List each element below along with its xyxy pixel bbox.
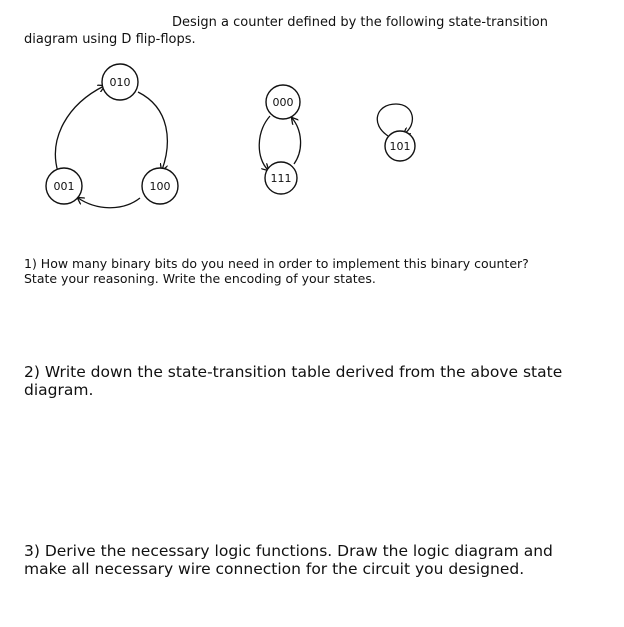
state-111-node xyxy=(265,162,297,194)
transition-100-to-001 xyxy=(78,198,140,208)
question-1-line-1: 1) How many binary bits do you need in order to implement this binary counter? xyxy=(24,256,529,271)
transition-111-to-000 xyxy=(292,118,301,164)
question-3-line-2: make all necessary wire connection for the circuit you designed. xyxy=(24,560,525,578)
transition-000-to-111 xyxy=(259,116,270,170)
state-000-node xyxy=(266,85,300,119)
question-3 xyxy=(24,542,614,578)
state-111-label: 111 xyxy=(270,172,292,185)
state-000-label: 000 xyxy=(272,96,294,109)
state-001-label: 001 xyxy=(53,180,75,193)
state-100-label: 100 xyxy=(149,180,171,193)
transition-001-to-010 xyxy=(55,86,104,172)
state-001-node xyxy=(46,168,82,204)
state-100-node xyxy=(142,168,178,204)
state-010-label: 010 xyxy=(109,76,131,89)
transition-010-to-100 xyxy=(138,92,167,170)
intro-line-2: diagram using D flip-flops. xyxy=(24,32,196,47)
intro-line-1: Design a counter defined by the following state-transition xyxy=(172,15,549,30)
question-2-line-1: 2) Write down the state-transition table derived from the above state xyxy=(24,363,563,381)
question-2-line-2: diagram. xyxy=(24,381,94,399)
question-2 xyxy=(24,363,614,399)
question-3-line-1: 3) Derive the necessary logic functions. Draw the logic diagram and xyxy=(24,542,553,560)
state-101-label: 101 xyxy=(389,140,411,153)
question-1 xyxy=(24,256,604,286)
question-1-line-2: State your reasoning. Write the encoding of your states. xyxy=(24,271,376,286)
state-101-node xyxy=(385,131,415,161)
state-010-node xyxy=(102,64,138,100)
